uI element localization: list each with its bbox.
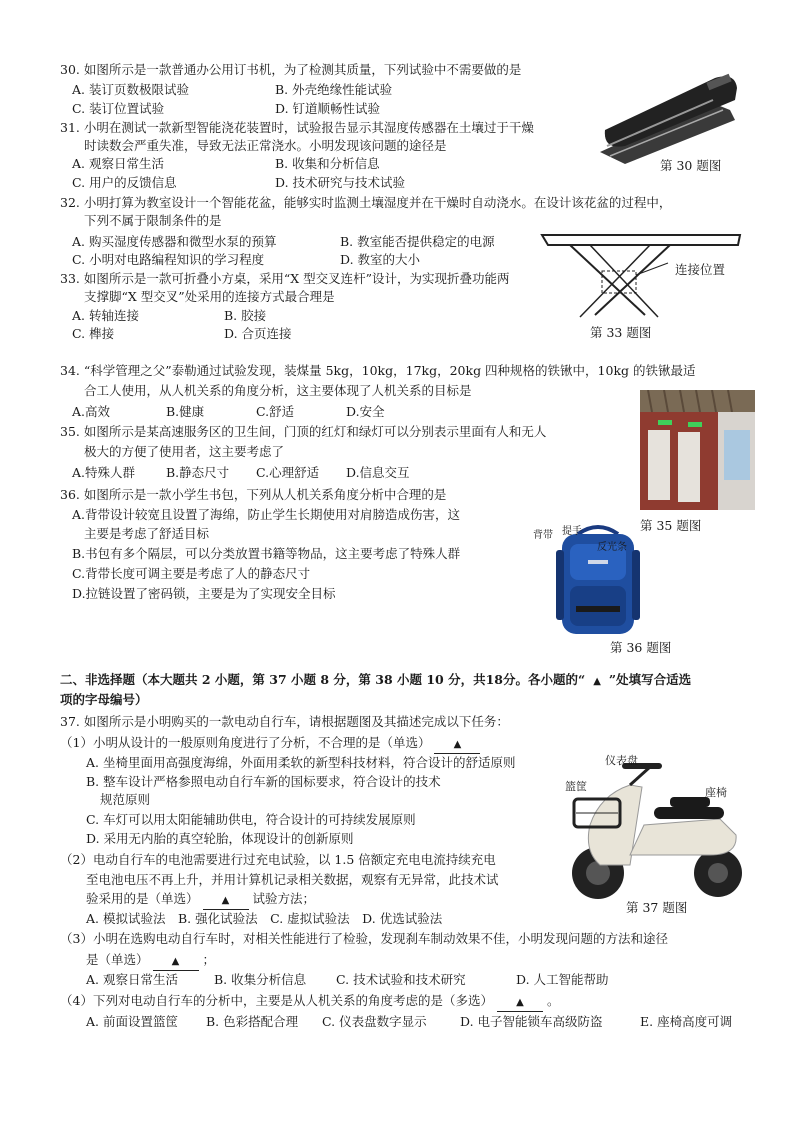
q37-part3-text-a: 是（单选） bbox=[86, 952, 149, 967]
q37-part1-option-a: A. 坐椅里面用高强度海绵，外面用柔软的新型科技材料，符合设计的舒适原则 bbox=[86, 755, 516, 770]
q33-option-b: B. 胶接 bbox=[224, 308, 267, 323]
q36-label-handle: 提手 bbox=[562, 526, 582, 537]
q37-part3-blank: ▲ bbox=[153, 954, 199, 971]
q33-option-a: A. 转轴连接 bbox=[72, 308, 139, 323]
q36-stem: 36. 如图所示是一款小学生书包，下列从人机关系角度分析中合理的是 bbox=[60, 487, 447, 502]
q36-label-reflector: 反光条 bbox=[597, 542, 627, 553]
q37-part3-option-c: C. 技术试验和技术研究 bbox=[336, 972, 466, 987]
q34-stem-line1: 34. “科学管理之父”泰勒通过试验发现，装煤量 5kg，10kg，17kg，20kg 四种规格的铁锹中，10kg 的铁锹最适 bbox=[60, 363, 696, 378]
q36-label-strap: 背带 bbox=[533, 530, 553, 541]
q30-stem: 30. 如图所示是一款普通办公用订书机，为了检测其质量，下列试验中不需要做的是 bbox=[60, 62, 522, 77]
q32-option-b: B. 教室能否提供稳定的电源 bbox=[340, 234, 495, 249]
q31-option-d: D. 技术研究与技术试验 bbox=[275, 175, 406, 190]
q32-option-a: A. 购买湿度传感器和微型水泵的预算 bbox=[72, 234, 277, 249]
q37-stem: 37. 如图所示是小明购买的一款电动自行车，请根据题图及其描述完成以下任务： bbox=[60, 714, 509, 729]
q35-caption: 第 35 题图 bbox=[640, 518, 702, 533]
q35-option-c: C.心理舒适 bbox=[256, 465, 320, 480]
q33-stem-line1: 33. 如图所示是一款可折叠小方桌，采用“X 型交叉连杆”设计，为实现折叠功能两 bbox=[60, 271, 510, 286]
q37-part3-line1: （3）小明在选购电动自行车时，对相关性能进行了检验，发现刹车制动效果不佳，小明发现问题的方法和途径 bbox=[60, 931, 668, 946]
q37-part3-option-b: B. 收集分析信息 bbox=[214, 972, 307, 987]
q30-option-c: C. 装订位置试验 bbox=[72, 101, 165, 116]
q34-option-a: A.高效 bbox=[72, 404, 111, 419]
q35-option-d: D.信息交互 bbox=[346, 465, 410, 480]
q37-label-basket: 篮筐 bbox=[565, 780, 587, 793]
q30-option-b: B. 外壳绝缘性能试验 bbox=[275, 82, 393, 97]
q37-part3-text-b: ； bbox=[202, 952, 215, 967]
q37-label-seat: 座椅 bbox=[705, 786, 727, 799]
q37-part3-option-d: D. 人工智能帮助 bbox=[516, 972, 609, 987]
q35-option-a: A.特殊人群 bbox=[72, 465, 136, 480]
q37-part1 bbox=[60, 735, 480, 754]
q34-stem-line2: 合工人使用，从人机关系的角度分析，这主要体现了人机关系的目标是 bbox=[84, 383, 472, 398]
q36-option-b: B.书包有多个隔层，可以分类放置书籍等物品，这主要考虑了特殊人群 bbox=[72, 546, 461, 561]
q37-part2-line1: （2）电动自行车的电池需要进行过充电试验，以 1.5 倍额定充电电流持续充电 bbox=[60, 852, 496, 867]
q37-part4-text-a: （4）下列对电动自行车的分析中，主要是从人机关系的角度考虑的是（多选） bbox=[60, 993, 493, 1008]
q36-option-c: C.背带长度可调主要是考虑了人的静态尺寸 bbox=[72, 566, 311, 581]
q37-part2-options: A. 模拟试验法 B. 强化试验法 C. 虚拟试验法 D. 优选试验法 bbox=[86, 911, 443, 926]
q36-caption: 第 36 题图 bbox=[610, 640, 672, 655]
q37-part2-text-a: 验采用的是（单选） bbox=[86, 891, 199, 906]
stapler-figure bbox=[595, 60, 745, 170]
q34-option-c: C.舒适 bbox=[256, 404, 295, 419]
q31-option-a: A. 观察日常生活 bbox=[72, 156, 164, 171]
q33-caption: 第 33 题图 bbox=[590, 325, 652, 340]
q33-option-c: C. 榫接 bbox=[72, 326, 115, 341]
q37-part4-option-d: D. 电子智能锁车高级防盗 bbox=[460, 1014, 603, 1029]
q35-stem-line1: 35. 如图所示是某高速服务区的卫生间，门顶的红灯和绿灯可以分别表示里面有人和无人 bbox=[60, 424, 547, 439]
q33-option-d: D. 合页连接 bbox=[224, 326, 292, 341]
q32-stem-line2: 下列不属于限制条件的是 bbox=[84, 213, 222, 228]
q32-option-c: C. 小明对电路编程知识的学习程度 bbox=[72, 252, 265, 267]
q37-part1-text: （1）小明从设计的一般原则角度进行了分析，不合理的是（单选） bbox=[60, 735, 431, 750]
q35-option-b: B.静态尺寸 bbox=[166, 465, 230, 480]
q33-label-connection: 连接位置 bbox=[675, 262, 726, 277]
q37-caption: 第 37 题图 bbox=[626, 900, 688, 915]
q37-part2-line3 bbox=[86, 891, 315, 910]
q37-part2-blank: ▲ bbox=[203, 893, 249, 910]
q37-part4-option-e: E. 座椅高度可调 bbox=[640, 1014, 733, 1029]
q37-part4-option-a: A. 前面设置篮筐 bbox=[86, 1014, 178, 1029]
section2-heading-line1 bbox=[60, 672, 691, 690]
q36-option-a-line2: 主要是考虑了舒适目标 bbox=[84, 526, 210, 541]
folding-table-figure bbox=[540, 225, 765, 325]
section2-heading-text-b: ”处填写合适选 bbox=[608, 672, 692, 687]
q37-part4-option-c: C. 仪表盘数字显示 bbox=[322, 1014, 427, 1029]
section2-heading-text: 二、非选择题（本大题共 2 小题，第 37 小题 8 分，第 38 小题 10 分，共18分。各小题的“ bbox=[60, 672, 586, 687]
section2-heading-mark: ▲ bbox=[593, 676, 601, 687]
q37-part1-option-c: C. 车灯可以用太阳能辅助供电，符合设计的可持续发展原则 bbox=[86, 812, 416, 827]
q37-part1-option-b: B. 整车设计严格参照电动自行车新的国标要求，符合设计的技术 bbox=[86, 774, 441, 789]
q37-part4-option-b: B. 色彩搭配合理 bbox=[206, 1014, 299, 1029]
q34-option-d: D.安全 bbox=[346, 404, 385, 419]
q37-part1-option-b-cont: 规范原则 bbox=[100, 792, 151, 807]
q31-option-c: C. 用户的反馈信息 bbox=[72, 175, 177, 190]
q37-part2-line2: 至电池电压不再上升，并用计算机记录相关数据，观察有无异常，此技术试 bbox=[86, 872, 499, 887]
q30-option-d: D. 钉道顺畅性试验 bbox=[275, 101, 381, 116]
q37-part1-blank: ▲ bbox=[434, 737, 480, 754]
q30-option-a: A. 装订页数极限试验 bbox=[72, 82, 189, 97]
q31-stem-line1: 31. 小明在测试一款新型智能浇花装置时，试验报告显示其湿度传感器在土壤过于干燥 bbox=[60, 120, 534, 135]
q31-option-b: B. 收集和分析信息 bbox=[275, 156, 380, 171]
q37-label-dashboard: 仪表盘 bbox=[605, 754, 638, 767]
q37-part3-option-a: A. 观察日常生活 bbox=[86, 972, 178, 987]
q31-stem-line2: 时读数会严重失准，导致无法正常浇水。小明发现该问题的途径是 bbox=[84, 138, 447, 153]
q34-option-b: B.健康 bbox=[166, 404, 205, 419]
q37-part1-option-d: D. 采用无内胎的真空轮胎，体现设计的创新原则 bbox=[86, 831, 354, 846]
q36-option-d: D.拉链设置了密码锁，主要是为了实现安全目标 bbox=[72, 586, 336, 601]
q35-stem-line2: 极大的方便了使用者，这主要考虑了 bbox=[84, 444, 285, 459]
q32-stem-line1: 32. 小明打算为教室设计一个智能花盆，能够实时监测土壤湿度并在干燥时自动浇水。在设计该花盆的过程中， bbox=[60, 195, 672, 210]
q37-part4-text-b: 。 bbox=[546, 993, 560, 1008]
q37-part4-line1 bbox=[60, 993, 559, 1012]
section2-heading-line2: 项的字母编号） bbox=[60, 692, 148, 707]
q30-caption: 第 30 题图 bbox=[660, 158, 722, 173]
q37-part2-text-b: 试验方法； bbox=[252, 891, 315, 906]
q36-option-a-line1: A.背带设计较宽且设置了海绵，防止学生长期使用对肩膀造成伤害，这 bbox=[72, 507, 461, 522]
ebike-figure bbox=[570, 755, 750, 905]
q33-stem-line2: 支撑脚“X 型交叉”处采用的连接方式最合理是 bbox=[84, 289, 335, 304]
q32-option-d: D. 教室的大小 bbox=[340, 252, 421, 267]
q37-part3-line2 bbox=[86, 952, 215, 971]
q37-part4-blank: ▲ bbox=[497, 995, 543, 1012]
restroom-photo bbox=[640, 390, 755, 510]
